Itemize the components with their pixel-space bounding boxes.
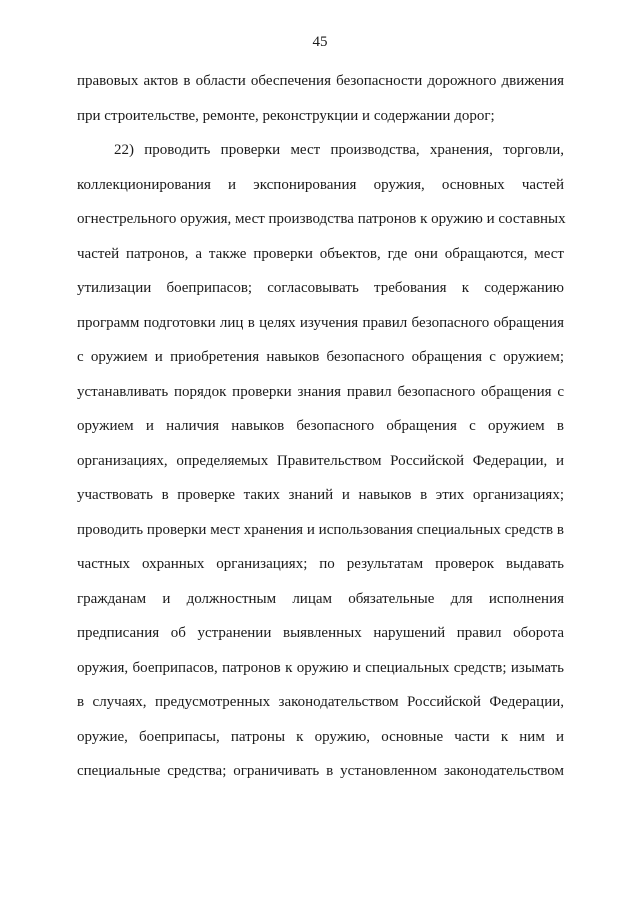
text-line: при строительстве, ремонте, реконструкции и содержании дорог; xyxy=(77,107,495,124)
text-line: специальные средства; ограничивать в установленном законодательством xyxy=(77,763,564,779)
text-line: коллекционирования и экспонирования оружия, основных частей xyxy=(77,176,564,193)
text-line: предписания об устранении выявленных нарушений правил оборота xyxy=(77,625,564,641)
page-number: 45 xyxy=(312,34,328,50)
text-line: частей патронов, а также проверки объектов, где они обращаются, мест xyxy=(77,245,564,262)
text-line: участвовать в проверке таких знаний и навыков в этих организациях; xyxy=(77,487,564,503)
document-body xyxy=(77,64,564,789)
text-line: программ подготовки лиц в целях изучения правил безопасного обращения xyxy=(77,314,564,331)
text-line: правовых актов в области обеспечения безопасности дорожного движения xyxy=(77,73,564,89)
text-line: в случаях, предусмотренных законодательством Российской Федерации, xyxy=(77,694,564,710)
text-line: организациях, определяемых Правительством Российской Федерации, и xyxy=(77,452,564,469)
text-line: устанавливать порядок проверки знания правил безопасного обращения с xyxy=(77,383,564,400)
text-line: оружием и наличия навыков безопасного обращения с оружием в xyxy=(77,418,564,434)
text-line: утилизации боеприпасов; согласовывать требования к содержанию xyxy=(77,280,564,296)
text-line: огнестрельного оружия, мест производства патронов к оружию и составных xyxy=(77,211,566,227)
text-line: с оружием и приобретения навыков безопасного обращения с оружием; xyxy=(77,349,564,365)
paragraph-item-22 xyxy=(77,133,564,789)
text-line: гражданам и должностным лицам обязательные для исполнения xyxy=(77,590,564,607)
text-line: оружие, боеприпасы, патроны к оружию, основные части к ним и xyxy=(77,728,564,745)
text-line: оружия, боеприпасов, патронов к оружию и специальных средств; изымать xyxy=(77,659,564,676)
text-line: частных охранных организациях; по результатам проверок выдавать xyxy=(77,556,564,572)
paragraph-continuation xyxy=(77,64,564,133)
text-line: 22) проводить проверки мест производства, хранения, торговли, xyxy=(114,142,564,158)
text-line: проводить проверки мест хранения и использования специальных средств в xyxy=(77,521,564,538)
